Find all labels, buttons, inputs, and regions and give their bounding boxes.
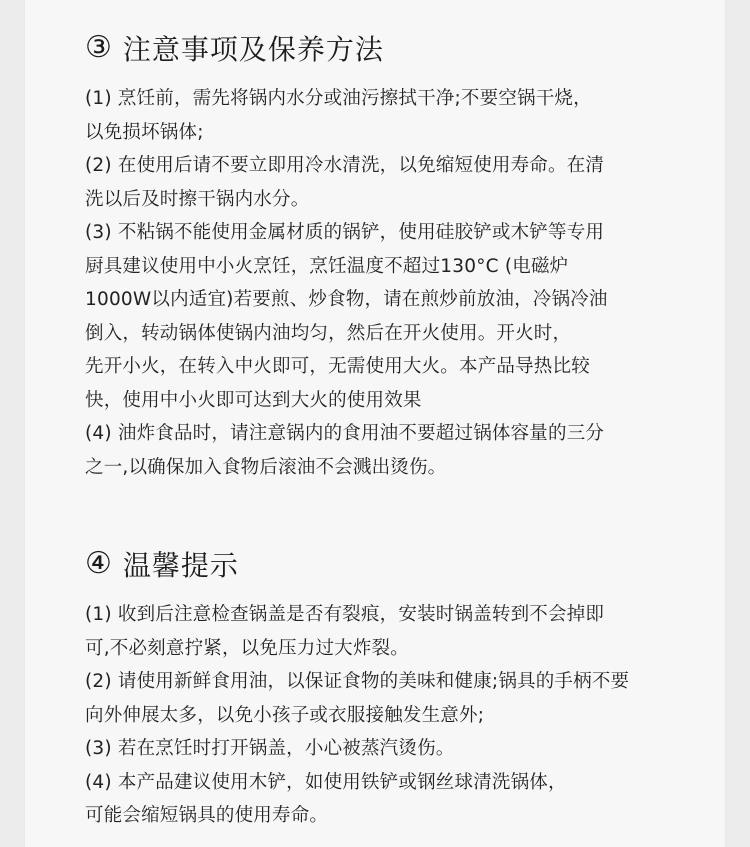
text-line: 之一,以确保加入食物后滚油不会溅出烫伤。 (85, 456, 447, 478)
section-body (85, 82, 705, 484)
text-line: 先开小火，在转入中火即可，无需使用大火。本产品导热比较 (85, 356, 590, 377)
section-number: ④ (85, 546, 113, 581)
section-body (85, 598, 705, 833)
tips-section (85, 544, 705, 833)
text-line: 向外伸展太多，以免小孩子或衣服接触发生意外; (85, 704, 485, 726)
section-title: 温馨提示 (122, 549, 239, 582)
text-line: 可,不必刻意拧紧，以免压力过大炸裂。 (85, 637, 409, 659)
text-line: 快，使用中小火即可达到大火的使用效果 (85, 389, 422, 411)
care-instructions-section (85, 28, 705, 484)
section-title: 注意事项及保养方法 (122, 33, 384, 66)
section-number: ③ (85, 30, 113, 65)
text-line: (2) 请使用新鲜食用油，以保证食物的美味和健康;锅具的手柄不要 (85, 671, 630, 692)
section-heading (85, 28, 705, 68)
text-line: 厨具建议使用中小火烹饪，烹饪温度不超过130°C (电磁炉 (85, 255, 569, 277)
text-line: (2) 在使用后请不要立即用冷水清洗，以免缩短使用寿命。在清 (85, 155, 605, 176)
document-page (25, 0, 725, 847)
section-heading (85, 544, 705, 584)
text-line: (3) 不粘锅不能使用金属材质的锅铲，使用硅胶铲或木铲等专用 (85, 222, 605, 243)
text-line: 洗以后及时擦干锅内水分。 (85, 188, 310, 210)
text-line: (4) 本产品建议使用木铲，如使用铁铲或钢丝球清洗锅体， (85, 771, 567, 793)
text-line: (3) 若在烹饪时打开锅盖，小心被蒸汽烫伤。 (85, 738, 455, 759)
text-line: 倒入，转动锅体使锅内油均匀，然后在开火使用。开火时， (85, 322, 572, 344)
text-line: (4) 油炸食品时，请注意锅内的食用油不要超过锅体容量的三分 (85, 423, 605, 444)
text-line: (1) 烹饪前，需先将锅内水分或油污擦拭干净;不要空锅干烧， (85, 88, 592, 109)
text-line: 1000W以内适宜)若要煎、炒食物，请在煎炒前放油，冷锅冷油 (85, 289, 608, 310)
text-line: 以免损坏锅体; (85, 121, 204, 143)
text-line: 可能会缩短锅具的使用寿命。 (85, 805, 329, 826)
text-line: (1) 收到后注意检查锅盖是否有裂痕，安装时锅盖转到不会掉即 (85, 604, 605, 625)
